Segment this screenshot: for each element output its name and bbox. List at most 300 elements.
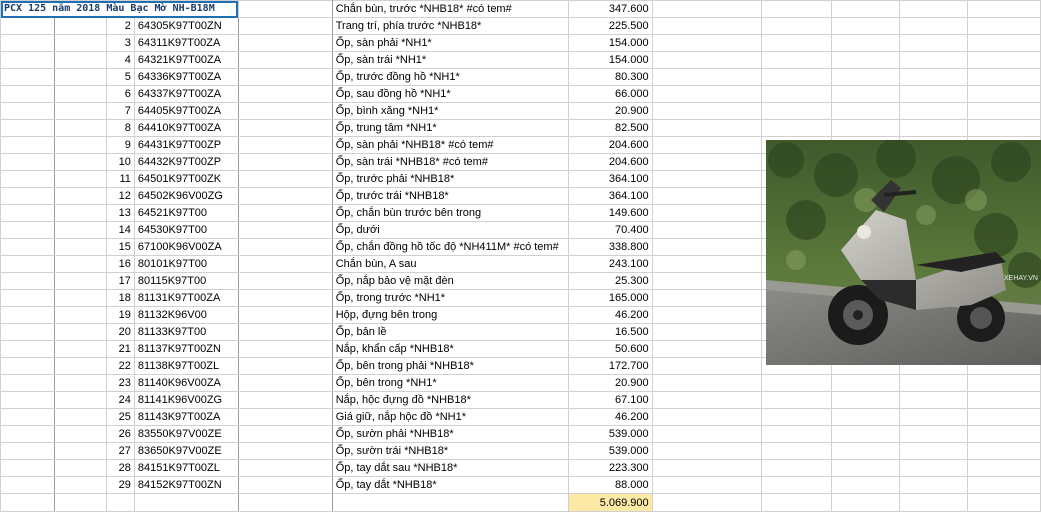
empty-cell[interactable] [54,443,106,460]
price-cell[interactable]: 223.300 [568,460,652,477]
empty-cell[interactable] [652,443,762,460]
empty-cell[interactable] [238,120,332,137]
description-cell[interactable]: Ốp, sườn trái *NHB18* [332,443,568,460]
empty-cell[interactable] [238,307,332,324]
row-number-cell[interactable]: 19 [106,307,134,324]
empty-cell[interactable] [968,460,1041,477]
part-code-cell[interactable]: 64501K97T00ZK [134,171,238,188]
empty-cell[interactable] [652,103,762,120]
empty-cell[interactable] [54,35,106,52]
empty-cell[interactable] [900,477,968,494]
description-cell[interactable]: Giá giữ, nắp hộc đồ *NH1* [332,409,568,426]
price-cell[interactable]: 172.700 [568,358,652,375]
part-code-cell[interactable]: 81133K97T00 [134,324,238,341]
empty-cell[interactable] [1,358,55,375]
row-number-cell[interactable]: 28 [106,460,134,477]
empty-cell[interactable] [238,477,332,494]
empty-cell[interactable] [762,52,832,69]
empty-cell[interactable] [106,494,134,512]
description-cell[interactable]: Ốp, bên trong *NH1* [332,375,568,392]
empty-cell[interactable] [1,460,55,477]
price-cell[interactable]: 204.600 [568,137,652,154]
empty-cell[interactable] [54,171,106,188]
row-number-cell[interactable]: 15 [106,239,134,256]
empty-cell[interactable] [1,86,55,103]
empty-cell[interactable] [1,290,55,307]
empty-cell[interactable] [968,35,1041,52]
empty-cell[interactable] [238,35,332,52]
part-code-cell[interactable]: 64305K97T00ZN [134,18,238,35]
empty-cell[interactable] [238,460,332,477]
empty-cell[interactable] [238,324,332,341]
price-cell[interactable]: 46.200 [568,307,652,324]
price-cell[interactable]: 539.000 [568,443,652,460]
empty-cell[interactable] [1,273,55,290]
empty-cell[interactable] [54,273,106,290]
empty-cell[interactable] [762,1,832,18]
empty-cell[interactable] [832,120,900,137]
empty-cell[interactable] [54,86,106,103]
empty-cell[interactable] [1,494,55,512]
empty-cell[interactable] [762,375,832,392]
empty-cell[interactable] [652,358,762,375]
empty-cell[interactable] [900,103,968,120]
description-cell[interactable]: Hộp, đựng bên trong [332,307,568,324]
empty-cell[interactable] [1,35,55,52]
empty-cell[interactable] [900,120,968,137]
price-cell[interactable]: 364.100 [568,171,652,188]
price-cell[interactable]: 539.000 [568,426,652,443]
empty-cell[interactable] [652,35,762,52]
empty-cell[interactable] [1,120,55,137]
empty-cell[interactable] [54,239,106,256]
empty-cell[interactable] [652,154,762,171]
row-number-cell[interactable]: 18 [106,290,134,307]
row-number-cell[interactable]: 5 [106,69,134,86]
part-code-cell[interactable]: 64530K97T00 [134,222,238,239]
description-cell[interactable]: Ốp, chắn đồng hồ tốc độ *NH411M* #có tem# [332,239,568,256]
empty-cell[interactable] [900,52,968,69]
empty-cell[interactable] [1,307,55,324]
row-number-cell[interactable]: 14 [106,222,134,239]
empty-cell[interactable] [968,494,1041,512]
empty-cell[interactable] [54,18,106,35]
empty-cell[interactable] [652,307,762,324]
empty-cell[interactable] [900,1,968,18]
part-code-cell[interactable]: 81131K97T00ZA [134,290,238,307]
description-cell[interactable]: Ốp, sườn phải *NHB18* [332,426,568,443]
empty-cell[interactable] [762,69,832,86]
price-cell[interactable]: 16.500 [568,324,652,341]
empty-cell[interactable] [968,392,1041,409]
empty-cell[interactable] [968,120,1041,137]
empty-cell[interactable] [968,443,1041,460]
description-cell[interactable]: Trang trí, phía trước *NHB18* [332,18,568,35]
part-code-cell[interactable]: 64405K97T00ZA [134,103,238,120]
part-code-cell[interactable]: 64431K97T00ZP [134,137,238,154]
empty-cell[interactable] [54,392,106,409]
description-cell[interactable]: Ốp, dưới [332,222,568,239]
empty-cell[interactable] [832,460,900,477]
description-cell[interactable]: Ốp, bên trong phải *NHB18* [332,358,568,375]
empty-cell[interactable] [1,205,55,222]
empty-cell[interactable] [832,494,900,512]
empty-cell[interactable] [1,392,55,409]
empty-cell[interactable] [238,222,332,239]
empty-cell[interactable] [900,494,968,512]
empty-cell[interactable] [652,324,762,341]
empty-cell[interactable] [238,171,332,188]
empty-cell[interactable] [238,392,332,409]
empty-cell[interactable] [238,375,332,392]
empty-cell[interactable] [652,273,762,290]
empty-cell[interactable] [968,375,1041,392]
empty-cell[interactable] [968,426,1041,443]
empty-cell[interactable] [900,460,968,477]
part-code-cell[interactable]: 80101K97T00 [134,256,238,273]
description-cell[interactable]: Chắn bùn, trước *NHB18* #có tem# [332,1,568,18]
empty-cell[interactable] [652,494,762,512]
empty-cell[interactable] [54,137,106,154]
empty-cell[interactable] [54,222,106,239]
empty-cell[interactable] [1,341,55,358]
empty-cell[interactable] [832,426,900,443]
empty-cell[interactable] [832,52,900,69]
description-cell[interactable]: Ốp, sàn trái *NH1* [332,52,568,69]
empty-cell[interactable] [1,426,55,443]
empty-cell[interactable] [762,86,832,103]
empty-cell[interactable] [652,18,762,35]
row-number-cell[interactable]: 8 [106,120,134,137]
empty-cell[interactable] [652,137,762,154]
price-cell[interactable]: 154.000 [568,35,652,52]
part-code-cell[interactable]: 84152K97T00ZN [134,477,238,494]
description-cell[interactable]: Ốp, trước trái *NHB18* [332,188,568,205]
description-cell[interactable]: Ốp, tay dắt *NHB18* [332,477,568,494]
row-number-cell[interactable]: 29 [106,477,134,494]
empty-cell[interactable] [762,120,832,137]
empty-cell[interactable] [652,1,762,18]
empty-cell[interactable] [1,52,55,69]
empty-cell[interactable] [238,358,332,375]
empty-cell[interactable] [652,171,762,188]
price-cell[interactable]: 46.200 [568,409,652,426]
empty-cell[interactable] [832,409,900,426]
empty-cell[interactable] [652,341,762,358]
empty-cell[interactable] [1,375,55,392]
empty-cell[interactable] [900,409,968,426]
empty-cell[interactable] [54,375,106,392]
empty-cell[interactable] [900,443,968,460]
description-cell[interactable]: Ốp, chắn bùn trước bên trong [332,205,568,222]
empty-cell[interactable] [54,103,106,120]
empty-cell[interactable] [54,307,106,324]
row-number-cell[interactable]: 26 [106,426,134,443]
description-cell[interactable]: Ốp, bình xăng *NH1* [332,103,568,120]
empty-cell[interactable] [652,290,762,307]
row-number-cell[interactable]: 11 [106,171,134,188]
empty-cell[interactable] [54,52,106,69]
part-code-cell[interactable]: 64432K97T00ZP [134,154,238,171]
price-cell[interactable]: 67.100 [568,392,652,409]
price-cell[interactable]: 80.300 [568,69,652,86]
part-code-cell[interactable]: 83550K97V00ZE [134,426,238,443]
price-cell[interactable]: 82.500 [568,120,652,137]
empty-cell[interactable] [238,256,332,273]
row-number-cell[interactable]: 4 [106,52,134,69]
empty-cell[interactable] [652,409,762,426]
empty-cell[interactable] [762,443,832,460]
empty-cell[interactable] [832,103,900,120]
empty-cell[interactable] [832,35,900,52]
part-code-cell[interactable]: 80115K97T00 [134,273,238,290]
empty-cell[interactable] [652,52,762,69]
price-cell[interactable]: 204.600 [568,154,652,171]
empty-cell[interactable] [54,494,106,512]
empty-cell[interactable] [54,341,106,358]
empty-cell[interactable] [652,69,762,86]
empty-cell[interactable] [900,35,968,52]
row-number-cell[interactable]: 27 [106,443,134,460]
row-number-cell[interactable]: 7 [106,103,134,120]
price-cell[interactable]: 165.000 [568,290,652,307]
empty-cell[interactable] [762,103,832,120]
part-code-cell[interactable]: 81143K97T00ZA [134,409,238,426]
empty-cell[interactable] [968,52,1041,69]
part-code-cell[interactable]: 64337K97T00ZA [134,86,238,103]
empty-cell[interactable] [1,171,55,188]
empty-cell[interactable] [968,18,1041,35]
empty-cell[interactable] [652,256,762,273]
part-code-cell[interactable]: 81137K97T00ZN [134,341,238,358]
empty-cell[interactable] [54,69,106,86]
row-number-cell[interactable]: 10 [106,154,134,171]
empty-cell[interactable] [238,426,332,443]
part-code-cell[interactable]: 83650K97V00ZE [134,443,238,460]
empty-cell[interactable] [968,69,1041,86]
part-code-cell[interactable]: 64311K97T00ZA [134,35,238,52]
price-cell[interactable]: 70.400 [568,222,652,239]
row-number-cell[interactable]: 6 [106,86,134,103]
empty-cell[interactable] [238,290,332,307]
empty-cell[interactable] [54,460,106,477]
price-cell[interactable]: 66.000 [568,86,652,103]
empty-cell[interactable] [54,154,106,171]
empty-cell[interactable] [968,409,1041,426]
empty-cell[interactable] [652,120,762,137]
empty-cell[interactable] [238,443,332,460]
empty-cell[interactable] [1,443,55,460]
part-code-cell[interactable]: 64321K97T00ZA [134,52,238,69]
empty-cell[interactable] [652,375,762,392]
part-code-cell[interactable]: 64502K96V00ZG [134,188,238,205]
empty-cell[interactable] [54,426,106,443]
description-cell[interactable]: Ốp, trong trước *NH1* [332,290,568,307]
empty-cell[interactable] [900,392,968,409]
empty-cell[interactable] [54,256,106,273]
price-cell[interactable]: 20.900 [568,375,652,392]
empty-cell[interactable] [652,222,762,239]
description-cell[interactable]: Chắn bùn, A sau [332,256,568,273]
empty-cell[interactable] [1,18,55,35]
empty-cell[interactable] [1,477,55,494]
empty-cell[interactable] [968,477,1041,494]
row-number-cell[interactable]: 23 [106,375,134,392]
row-number-cell[interactable]: 9 [106,137,134,154]
empty-cell[interactable] [762,460,832,477]
row-number-cell[interactable]: 16 [106,256,134,273]
empty-cell[interactable] [832,443,900,460]
empty-cell[interactable] [832,18,900,35]
empty-cell[interactable] [1,137,55,154]
empty-cell[interactable] [238,52,332,69]
empty-cell[interactable] [762,392,832,409]
empty-cell[interactable] [1,256,55,273]
empty-cell[interactable] [968,86,1041,103]
price-cell[interactable]: 149.600 [568,205,652,222]
description-cell[interactable]: Ốp, nắp bảo vệ mặt đèn [332,273,568,290]
row-number-cell[interactable]: 25 [106,409,134,426]
part-code-cell[interactable]: 64336K97T00ZA [134,69,238,86]
empty-cell[interactable] [652,392,762,409]
price-cell[interactable]: 50.600 [568,341,652,358]
part-code-cell[interactable]: 64521K97T00 [134,205,238,222]
empty-cell[interactable] [54,290,106,307]
empty-cell[interactable] [832,375,900,392]
price-cell[interactable]: 347.600 [568,1,652,18]
description-cell[interactable]: Ốp, sau đồng hồ *NH1* [332,86,568,103]
empty-cell[interactable] [900,86,968,103]
empty-cell[interactable] [762,18,832,35]
empty-cell[interactable] [238,205,332,222]
empty-cell[interactable] [54,409,106,426]
empty-cell[interactable] [238,239,332,256]
part-code-cell[interactable]: 81141K96V00ZG [134,392,238,409]
price-cell[interactable]: 338.800 [568,239,652,256]
empty-cell[interactable] [968,1,1041,18]
price-cell[interactable]: 364.100 [568,188,652,205]
empty-cell[interactable] [238,154,332,171]
empty-cell[interactable] [238,18,332,35]
empty-cell[interactable] [238,341,332,358]
price-cell[interactable]: 154.000 [568,52,652,69]
description-cell[interactable]: Nắp, hộc đựng đồ *NHB18* [332,392,568,409]
description-cell[interactable]: Ốp, bản lề [332,324,568,341]
empty-cell[interactable] [1,188,55,205]
part-code-cell[interactable]: 84151K97T00ZL [134,460,238,477]
description-cell[interactable]: Ốp, tay dắt sau *NHB18* [332,460,568,477]
price-cell[interactable]: 243.100 [568,256,652,273]
empty-cell[interactable] [652,188,762,205]
empty-cell[interactable] [238,273,332,290]
empty-cell[interactable] [1,154,55,171]
empty-cell[interactable] [238,1,332,18]
description-cell[interactable]: Ốp, sàn trái *NHB18* #có tem# [332,154,568,171]
empty-cell[interactable] [1,69,55,86]
empty-cell[interactable] [762,477,832,494]
description-cell[interactable]: Ốp, trung tâm *NH1* [332,120,568,137]
price-cell[interactable]: 225.500 [568,18,652,35]
empty-cell[interactable] [1,239,55,256]
empty-cell[interactable] [652,426,762,443]
empty-cell[interactable] [832,477,900,494]
empty-cell[interactable] [832,1,900,18]
part-code-cell[interactable]: 64410K97T00ZA [134,120,238,137]
row-number-cell[interactable]: 3 [106,35,134,52]
empty-cell[interactable] [1,324,55,341]
part-code-cell[interactable]: 81138K97T00ZL [134,358,238,375]
empty-cell[interactable] [900,18,968,35]
row-number-cell[interactable]: 24 [106,392,134,409]
empty-cell[interactable] [900,69,968,86]
empty-cell[interactable] [54,477,106,494]
price-cell[interactable]: 25.300 [568,273,652,290]
description-cell[interactable]: Ốp, trước phải *NHB18* [332,171,568,188]
row-number-cell[interactable]: 20 [106,324,134,341]
part-code-cell[interactable]: 81140K96V00ZA [134,375,238,392]
empty-cell[interactable] [238,69,332,86]
empty-cell[interactable] [900,375,968,392]
empty-cell[interactable] [652,239,762,256]
empty-cell[interactable] [652,205,762,222]
empty-cell[interactable] [652,460,762,477]
empty-cell[interactable] [762,409,832,426]
empty-cell[interactable] [1,103,55,120]
empty-cell[interactable] [832,392,900,409]
row-number-cell[interactable]: 17 [106,273,134,290]
empty-cell[interactable] [238,494,332,512]
description-cell[interactable]: Ốp, sàn phải *NHB18* #có tem# [332,137,568,154]
part-code-cell[interactable]: 81132K96V00 [134,307,238,324]
part-code-cell[interactable]: 67100K96V00ZA [134,239,238,256]
empty-cell[interactable] [1,222,55,239]
total-cell[interactable]: 5.069.900 [568,494,652,512]
empty-cell[interactable] [832,86,900,103]
empty-cell[interactable] [54,358,106,375]
empty-cell[interactable] [54,324,106,341]
empty-cell[interactable] [652,86,762,103]
empty-cell[interactable] [968,103,1041,120]
row-number-cell[interactable]: 21 [106,341,134,358]
price-cell[interactable]: 20.900 [568,103,652,120]
empty-cell[interactable] [238,409,332,426]
empty-cell[interactable] [238,188,332,205]
empty-cell[interactable] [54,120,106,137]
empty-cell[interactable] [762,426,832,443]
empty-cell[interactable] [900,426,968,443]
description-cell[interactable]: Ốp, trước đồng hồ *NH1* [332,69,568,86]
empty-cell[interactable] [762,494,832,512]
empty-cell[interactable] [832,69,900,86]
empty-cell[interactable] [332,494,568,512]
empty-cell[interactable] [1,409,55,426]
title-cell[interactable]: PCX 125 năm 2018 Màu Bạc Mờ NH-B18M [1,1,239,18]
description-cell[interactable]: Ốp, sàn phải *NH1* [332,35,568,52]
description-cell[interactable]: Nắp, khẩn cấp *NHB18* [332,341,568,358]
row-number-cell[interactable]: 22 [106,358,134,375]
empty-cell[interactable] [54,188,106,205]
row-number-cell[interactable]: 2 [106,18,134,35]
row-number-cell[interactable]: 13 [106,205,134,222]
empty-cell[interactable] [134,494,238,512]
row-number-cell[interactable]: 12 [106,188,134,205]
empty-cell[interactable] [238,137,332,154]
empty-cell[interactable] [54,205,106,222]
empty-cell[interactable] [238,86,332,103]
price-cell[interactable]: 88.000 [568,477,652,494]
empty-cell[interactable] [238,103,332,120]
empty-cell[interactable] [652,477,762,494]
